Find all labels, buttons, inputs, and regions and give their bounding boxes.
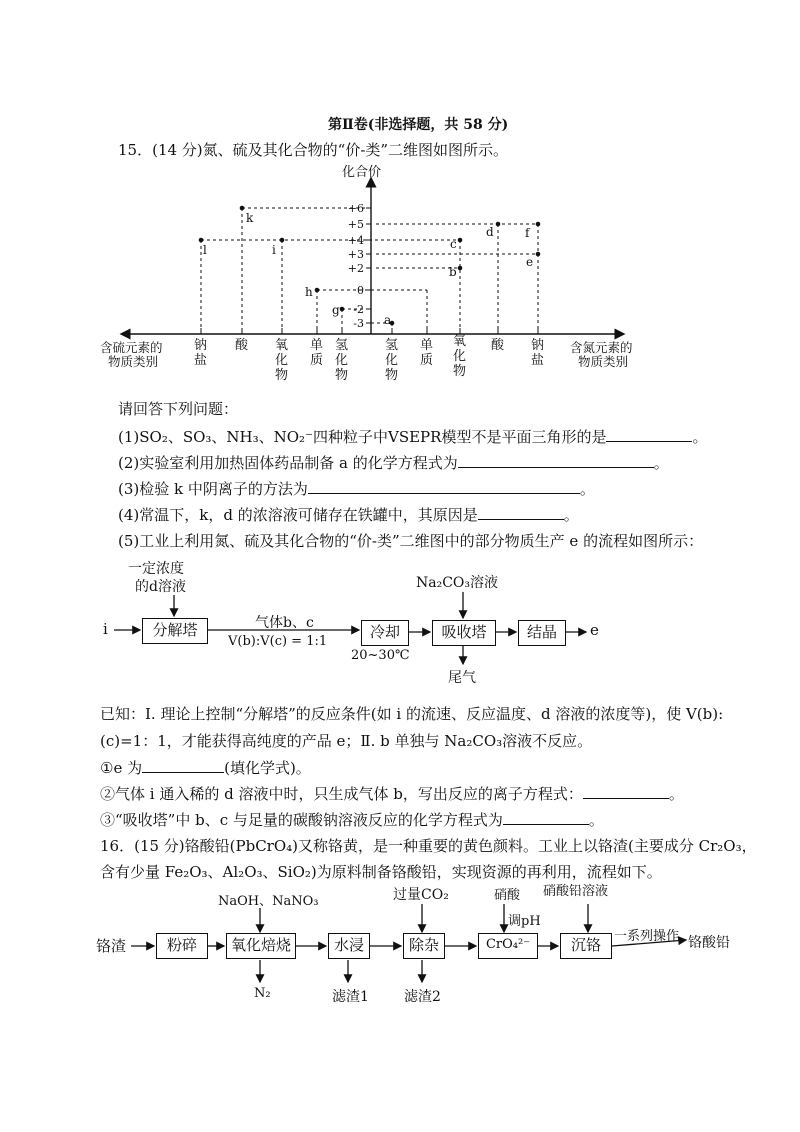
- n-label-1: 含氮元素的: [570, 340, 633, 355]
- q15-part3: (3)检验 k 中阴离子的方法为 。: [118, 480, 595, 498]
- oxidative-roast-box: 氧化焙烧: [226, 933, 296, 959]
- s-label-2: 物质类别: [108, 354, 159, 369]
- y-axis-label: 化合价: [342, 165, 382, 180]
- s-cat-element: 单质: [310, 338, 324, 368]
- tick-plus3: +3: [347, 248, 364, 261]
- label-i: i: [272, 243, 276, 257]
- flow-gas-bc: 气体b、c: [255, 615, 314, 631]
- water-leach-box: 水浸: [328, 933, 370, 959]
- flow-top-left-1: 一定浓度: [128, 561, 184, 577]
- q16-heading: 16．(15 分)铬酸铅(PbCrO₄)又称铬黄，是一种重要的黄色颜料。工业上以铬渣(主要成分 Cr₂O₃，: [100, 837, 757, 855]
- q16-lead-nitrate: 硝酸铅溶液: [543, 884, 609, 899]
- cooling-box: 冷却: [361, 620, 409, 646]
- label-l: l: [203, 243, 207, 257]
- q16-residue-2: 滤渣2: [404, 989, 441, 1005]
- answer-blank-6[interactable]: [583, 784, 669, 799]
- label-c: c: [450, 237, 457, 251]
- label-f: f: [525, 226, 530, 240]
- sub-q2: ②气体 i 通入稀的 d 溶液中时，只生成气体 b，写出反应的离子方程式： 。: [100, 785, 684, 803]
- q15-part5: (5)工业上利用氮、硫及其化合物的“价-类”二维图中的部分物质生产 e 的流程如图所示：: [118, 532, 704, 550]
- tick-plus6: +6: [347, 202, 364, 215]
- label-g: g: [332, 303, 340, 317]
- chromium-precipitation-box: 沉铬: [560, 933, 612, 959]
- n-cat-hydride: 氢化物: [385, 338, 399, 383]
- q16-product: 铬酸铅: [688, 935, 730, 951]
- flow-top-left-2: 的d溶液: [135, 579, 186, 595]
- flow-na2co3: Na₂CO₃溶液: [416, 575, 499, 591]
- label-h: h: [305, 285, 313, 299]
- n-cat-acid: 酸: [491, 338, 505, 353]
- q16-residue-1: 滤渣1: [332, 989, 369, 1005]
- n-cat-oxide: 氧化物: [453, 334, 467, 379]
- tick-plus2: +2: [347, 262, 364, 275]
- sub-q3: ③“吸收塔”中 b、c 与足量的碳酸钠溶液反应的化学方程式为 。: [100, 811, 604, 829]
- sub-q1: ①e 为 (填化学式)。: [100, 759, 311, 777]
- q15-part2-text: (2)实验室利用加热固体药品制备 a 的化学方程式为: [118, 454, 458, 472]
- tick-zero: 0: [357, 284, 364, 297]
- flow-output-e: e: [590, 621, 599, 639]
- q15-part4: (4)常温下，k，d 的浓溶液可储存在铁罐中，其原因是 。: [118, 506, 579, 524]
- q16-series-ops: 一系列操作: [614, 929, 680, 944]
- section-title: 第Ⅱ卷(非选择题，共 58 分): [328, 117, 509, 133]
- absorption-tower-box: 吸收塔: [432, 620, 496, 646]
- s-label-1: 含硫元素的: [100, 340, 163, 355]
- crystallization-box: 结晶: [518, 620, 566, 646]
- q16-nitric-acid: 硝酸: [494, 888, 521, 903]
- s-cat-hydride: 氢化物: [335, 338, 349, 383]
- label-d: d: [486, 225, 494, 239]
- s-cat-oxide: 氧化物: [275, 338, 289, 383]
- flow-input-i: i: [103, 620, 108, 638]
- tick-plus5: +5: [347, 218, 364, 231]
- tick-minus2: -2: [353, 303, 364, 316]
- crush-box: 粉碎: [156, 933, 208, 959]
- answer-blank-7[interactable]: [503, 810, 589, 825]
- q16-n2: N₂: [254, 986, 271, 1001]
- q16-excess-co2: 过量CO₂: [393, 887, 449, 903]
- q16-roast-reagents: NaOH、NaNO₃: [218, 894, 319, 909]
- q15-intro: 请回答下列问题：: [118, 400, 239, 418]
- s-cat-acid: 酸: [235, 338, 249, 353]
- q15-part3-text: (3)检验 k 中阴离子的方法为: [118, 480, 308, 498]
- q15-part2: (2)实验室利用加热固体药品制备 a 的化学方程式为 。: [118, 454, 669, 472]
- n-label-2: 物质类别: [578, 354, 629, 369]
- label-a: a: [384, 313, 392, 327]
- q15-part1: (1)SO₂、SO₃、NH₃、NO₂⁻四种粒子中VSEPR模型不是平面三角形的是 。: [118, 428, 708, 446]
- s-cat-sodium-salt: 钠盐: [194, 338, 208, 368]
- label-e: e: [526, 255, 534, 269]
- chromate-box: CrO₄²⁻: [478, 933, 538, 959]
- q16-adjust-ph: 调pH: [508, 914, 541, 929]
- q16-flow-start: 铬渣: [96, 937, 127, 955]
- n-cat-sodium-salt: 钠盐: [531, 338, 545, 368]
- purify-box: 除杂: [403, 933, 445, 959]
- known-line-1: 已知：Ⅰ. 理论上控制“分解塔”的反应条件(如 i 的流速、反应温度、d 溶液的浓度等)，使 V(b):: [100, 705, 724, 723]
- label-k: k: [246, 211, 254, 225]
- flow-gas-ratio: V(b):V(c) = 1:1: [228, 634, 328, 649]
- flow-tail-gas: 尾气: [448, 670, 476, 686]
- q16-heading-2: 含有少量 Fe₂O₃、Al₂O₃、SiO₂)为原料制备铬酸铅，实现资源的再利用，流程如下。: [100, 863, 662, 881]
- decomposition-tower-box: 分解塔: [142, 618, 208, 644]
- q15-heading: 15．(14 分)氮、硫及其化合物的“价-类”二维图如图所示。: [118, 141, 509, 159]
- known-line-2: (c)=1：1，才能获得高纯度的产品 e；Ⅱ. b 单独与 Na₂CO₃溶液不反应。: [100, 732, 593, 750]
- flow-temperature: 20~30℃: [351, 648, 410, 663]
- q15-part1-text: (1)SO₂、SO₃、NH₃、NO₂⁻四种粒子中VSEPR模型不是平面三角形的是: [118, 428, 607, 446]
- answer-blank-5[interactable]: [142, 758, 224, 773]
- n-cat-element: 单质: [420, 338, 434, 368]
- label-b: b: [449, 265, 457, 279]
- tick-minus3: -3: [353, 317, 364, 330]
- tick-plus4: +4: [347, 234, 364, 247]
- q15-part4-text: (4)常温下，k，d 的浓溶液可储存在铁罐中，其原因是: [118, 506, 478, 524]
